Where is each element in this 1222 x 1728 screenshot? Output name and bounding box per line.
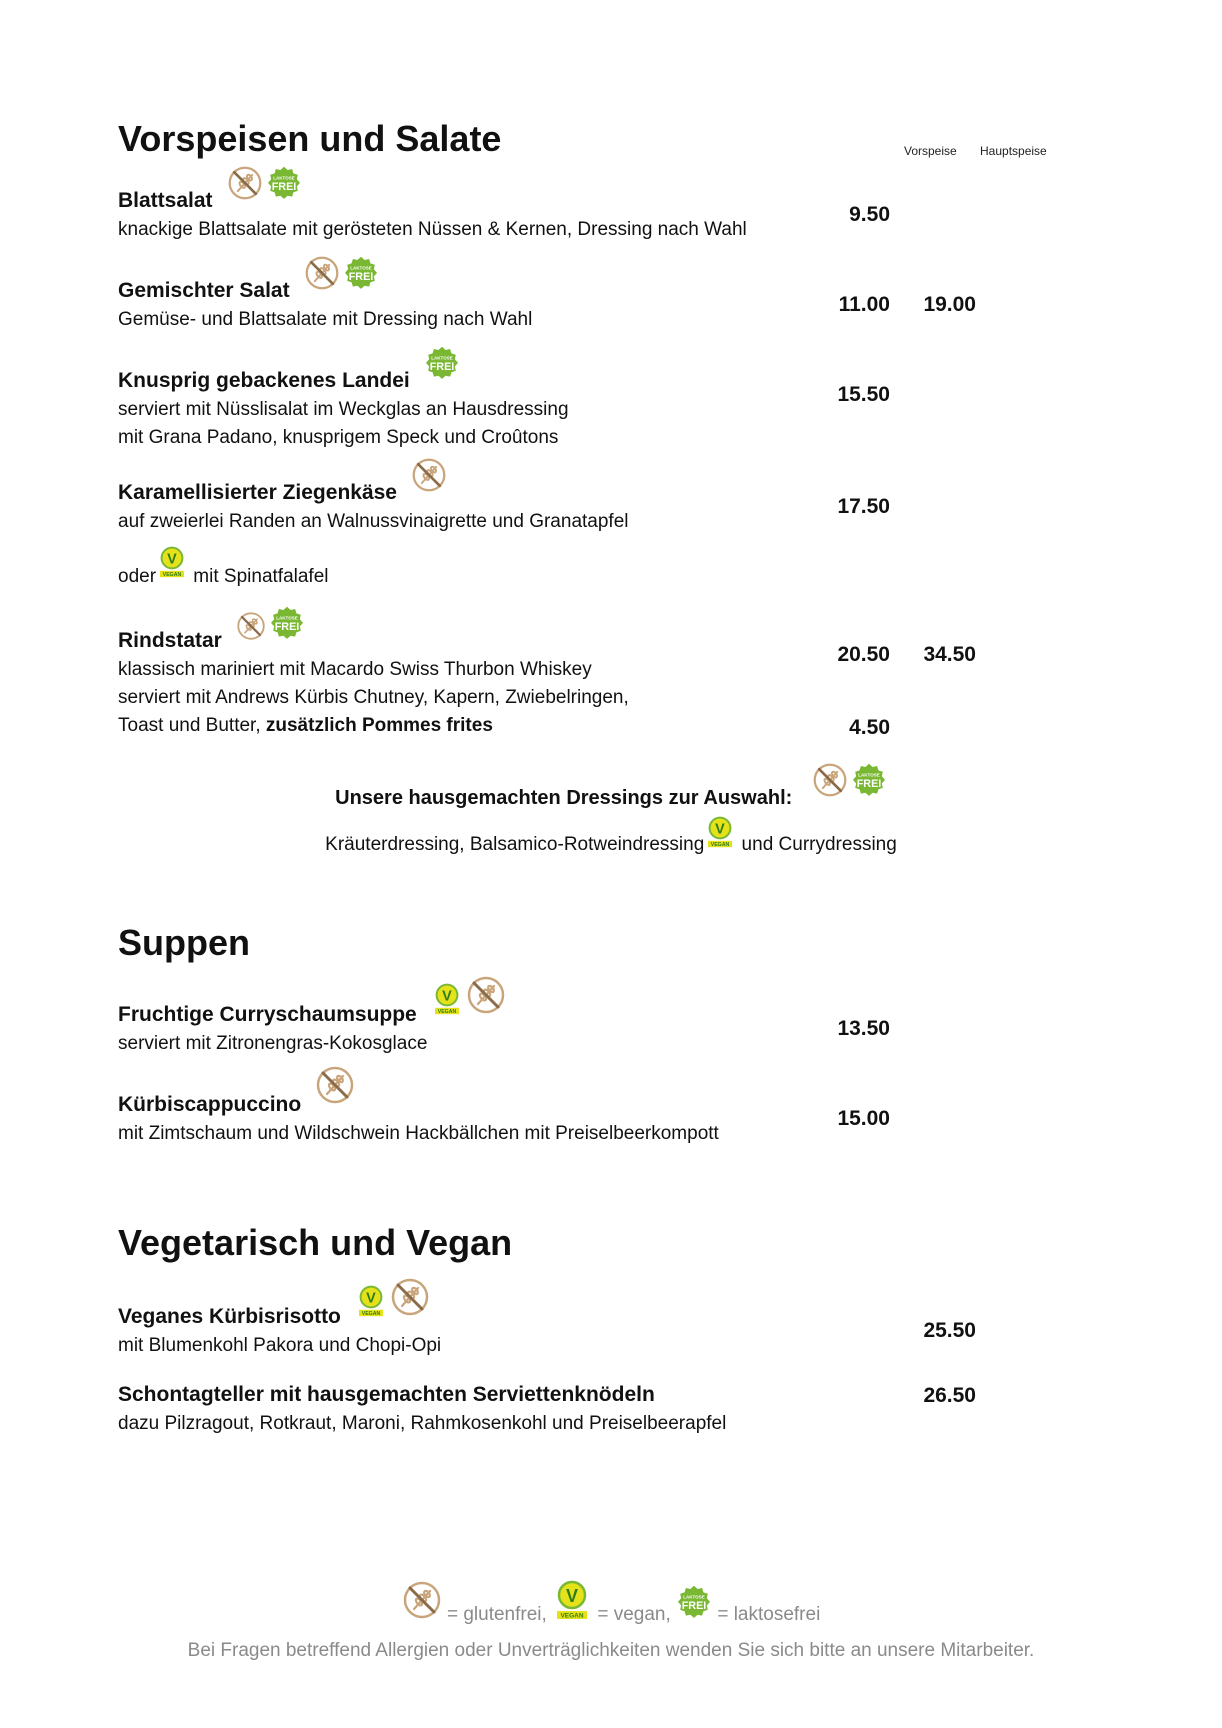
dressings-title-text: Unsere hausgemachten Dressings zur Auswahl: [335, 787, 793, 809]
price-starter: 9.50 [849, 203, 890, 226]
svg-text:V: V [566, 1586, 579, 1606]
icon-legend [0, 1580, 1222, 1626]
alt-prefix: oder [118, 566, 157, 587]
item-description: serviert mit Nüsslisalat im Weckglas an Hausdressing [118, 399, 569, 420]
lactosefree-icon [269, 605, 305, 650]
price-main: 26.50 [923, 1384, 976, 1407]
svg-text:LAKTOSE: LAKTOSE [349, 265, 372, 271]
column-header-starter: Vorspeise [904, 144, 957, 158]
glutenfree-icon [315, 1065, 355, 1114]
glutenfree-icon [812, 762, 848, 804]
svg-text:LAKTOSE: LAKTOSE [431, 355, 453, 361]
vegan-icon [431, 983, 463, 1024]
item-name: Gemischter Salat [118, 279, 290, 302]
price-main: 34.50 [923, 643, 976, 666]
dressings-list-a: Kräuterdressing, Balsamico-Rotweindressing [325, 834, 705, 855]
legend-vegan: = vegan, [592, 1604, 677, 1625]
lactosefree-icon [343, 255, 379, 300]
item-alternative [118, 550, 1058, 591]
vegan-icon [156, 546, 188, 587]
item-name: Kürbiscappuccino [118, 1093, 302, 1116]
price-starter: 20.50 [837, 643, 890, 666]
dressings-title [0, 768, 1222, 810]
section-title-veg: Vegetarisch und Vegan [118, 1222, 513, 1263]
menu-item-blattsalat [118, 175, 1058, 244]
glutenfree-icon [304, 255, 340, 300]
svg-text:FREI: FREI [271, 181, 296, 194]
lactosefree-icon [676, 1584, 712, 1626]
item-description: Gemüse- und Blattsalate mit Dressing nach Wahl [118, 309, 533, 330]
legend-lactose: = laktosefrei [712, 1604, 821, 1625]
item-name: Blattsalat [118, 189, 213, 212]
price-starter: 11.00 [838, 293, 890, 316]
item-description: mit Grana Padano, knusprigem Speck und Croûtons [118, 427, 559, 448]
svg-text:V: V [715, 821, 726, 838]
glutenfree-icon [227, 165, 263, 210]
menu-item-ziegenkaese [118, 478, 1058, 591]
column-header-main: Hauptspeise [980, 144, 1047, 158]
item-name: Veganes Kürbisrisotto [118, 1305, 341, 1328]
item-description: mit Zimtschaum und Wildschwein Hackbällchen mit Preiselbeerkompott [118, 1123, 719, 1144]
price-starter: 17.50 [837, 495, 890, 518]
svg-text:LAKTOSE: LAKTOSE [858, 772, 880, 778]
svg-text:FREI: FREI [348, 271, 373, 284]
glutenfree-icon [411, 457, 447, 502]
price-extra: 4.50 [849, 716, 890, 739]
menu-item-curryschaumsuppe [118, 988, 1058, 1058]
item-description: serviert mit Andrews Kürbis Chutney, Kapern, Zwiebelringen, [118, 687, 629, 708]
menu-item-landei [118, 355, 1058, 452]
item-name: Karamellisierter Ziegenkäse [118, 481, 397, 504]
svg-text:VEGAN: VEGAN [162, 572, 182, 578]
lactosefree-icon [424, 345, 460, 390]
svg-text:V: V [167, 551, 177, 568]
lactosefree-icon [266, 165, 302, 210]
glutenfree-icon [466, 975, 506, 1024]
item-name: Schontagteller mit hausgemachten Serviettenknödeln [118, 1383, 655, 1406]
svg-text:FREI: FREI [681, 1600, 707, 1613]
vegan-icon [552, 1580, 592, 1626]
extra-plain: Toast und Butter, [118, 715, 266, 736]
item-description: klassisch mariniert mit Macardo Swiss Thurbon Whiskey [118, 659, 592, 680]
vegan-icon [704, 816, 736, 854]
item-description: mit Blumenkohl Pakora und Chopi-Opi [118, 1335, 442, 1356]
glutenfree-icon [236, 611, 266, 650]
alt-suffix: mit Spinatfalafel [188, 566, 329, 587]
item-description-extra [118, 712, 1058, 740]
svg-text:VEGAN: VEGAN [560, 1612, 584, 1620]
item-description: dazu Pilzragout, Rotkraut, Maroni, Rahmkosenkohl und Preiselbeerapfel [118, 1413, 727, 1434]
lactosefree-icon [851, 762, 887, 804]
dressings-list [0, 818, 1222, 856]
svg-text:LAKTOSE: LAKTOSE [272, 175, 295, 181]
item-description: serviert mit Zitronengras-Kokosglace [118, 1033, 428, 1054]
glutenfree-icon [402, 1580, 442, 1626]
svg-text:V: V [441, 988, 452, 1005]
dressings-list-b: und Currydressing [736, 834, 897, 855]
price-starter: 13.50 [837, 1017, 890, 1040]
svg-text:VEGAN: VEGAN [711, 842, 730, 848]
svg-text:FREI: FREI [856, 778, 882, 791]
svg-text:VEGAN: VEGAN [437, 1009, 456, 1015]
svg-text:V: V [366, 1290, 376, 1307]
vegan-icon [355, 1285, 387, 1326]
legend-gluten: = glutenfrei, [441, 1604, 553, 1625]
svg-text:FREI: FREI [429, 361, 455, 374]
item-name: Fruchtige Curryschaumsuppe [118, 1003, 417, 1026]
section-title-soups: Suppen [118, 922, 250, 963]
item-description: auf zweierlei Randen an Walnussvinaigrette und Granatapfel [118, 511, 629, 532]
glutenfree-icon [390, 1277, 430, 1326]
svg-text:LAKTOSE: LAKTOSE [276, 615, 298, 621]
item-name: Rindstatar [118, 629, 222, 652]
svg-text:LAKTOSE: LAKTOSE [683, 1594, 705, 1600]
item-description: knackige Blattsalate mit gerösteten Nüssen & Kernen, Dressing nach Wahl [118, 219, 747, 240]
price-starter: 15.00 [837, 1107, 890, 1130]
price-main: 25.50 [923, 1319, 976, 1342]
item-name: Knusprig gebackenes Landei [118, 369, 410, 392]
price-main: 19.00 [923, 293, 976, 316]
allergy-note: Bei Fragen betreffend Allergien oder Unverträglichkeiten wenden Sie sich bitte an unsere Mitarbeiter. [187, 1640, 1035, 1661]
menu-item-kuerbiscappuccino [118, 1090, 1058, 1148]
extra-bold: zusätzlich Pommes frites [265, 715, 493, 736]
section-title-starters: Vorspeisen und Salate [118, 118, 502, 159]
svg-text:VEGAN: VEGAN [361, 1311, 381, 1317]
price-starter: 15.50 [837, 383, 890, 406]
svg-text:FREI: FREI [274, 621, 300, 634]
